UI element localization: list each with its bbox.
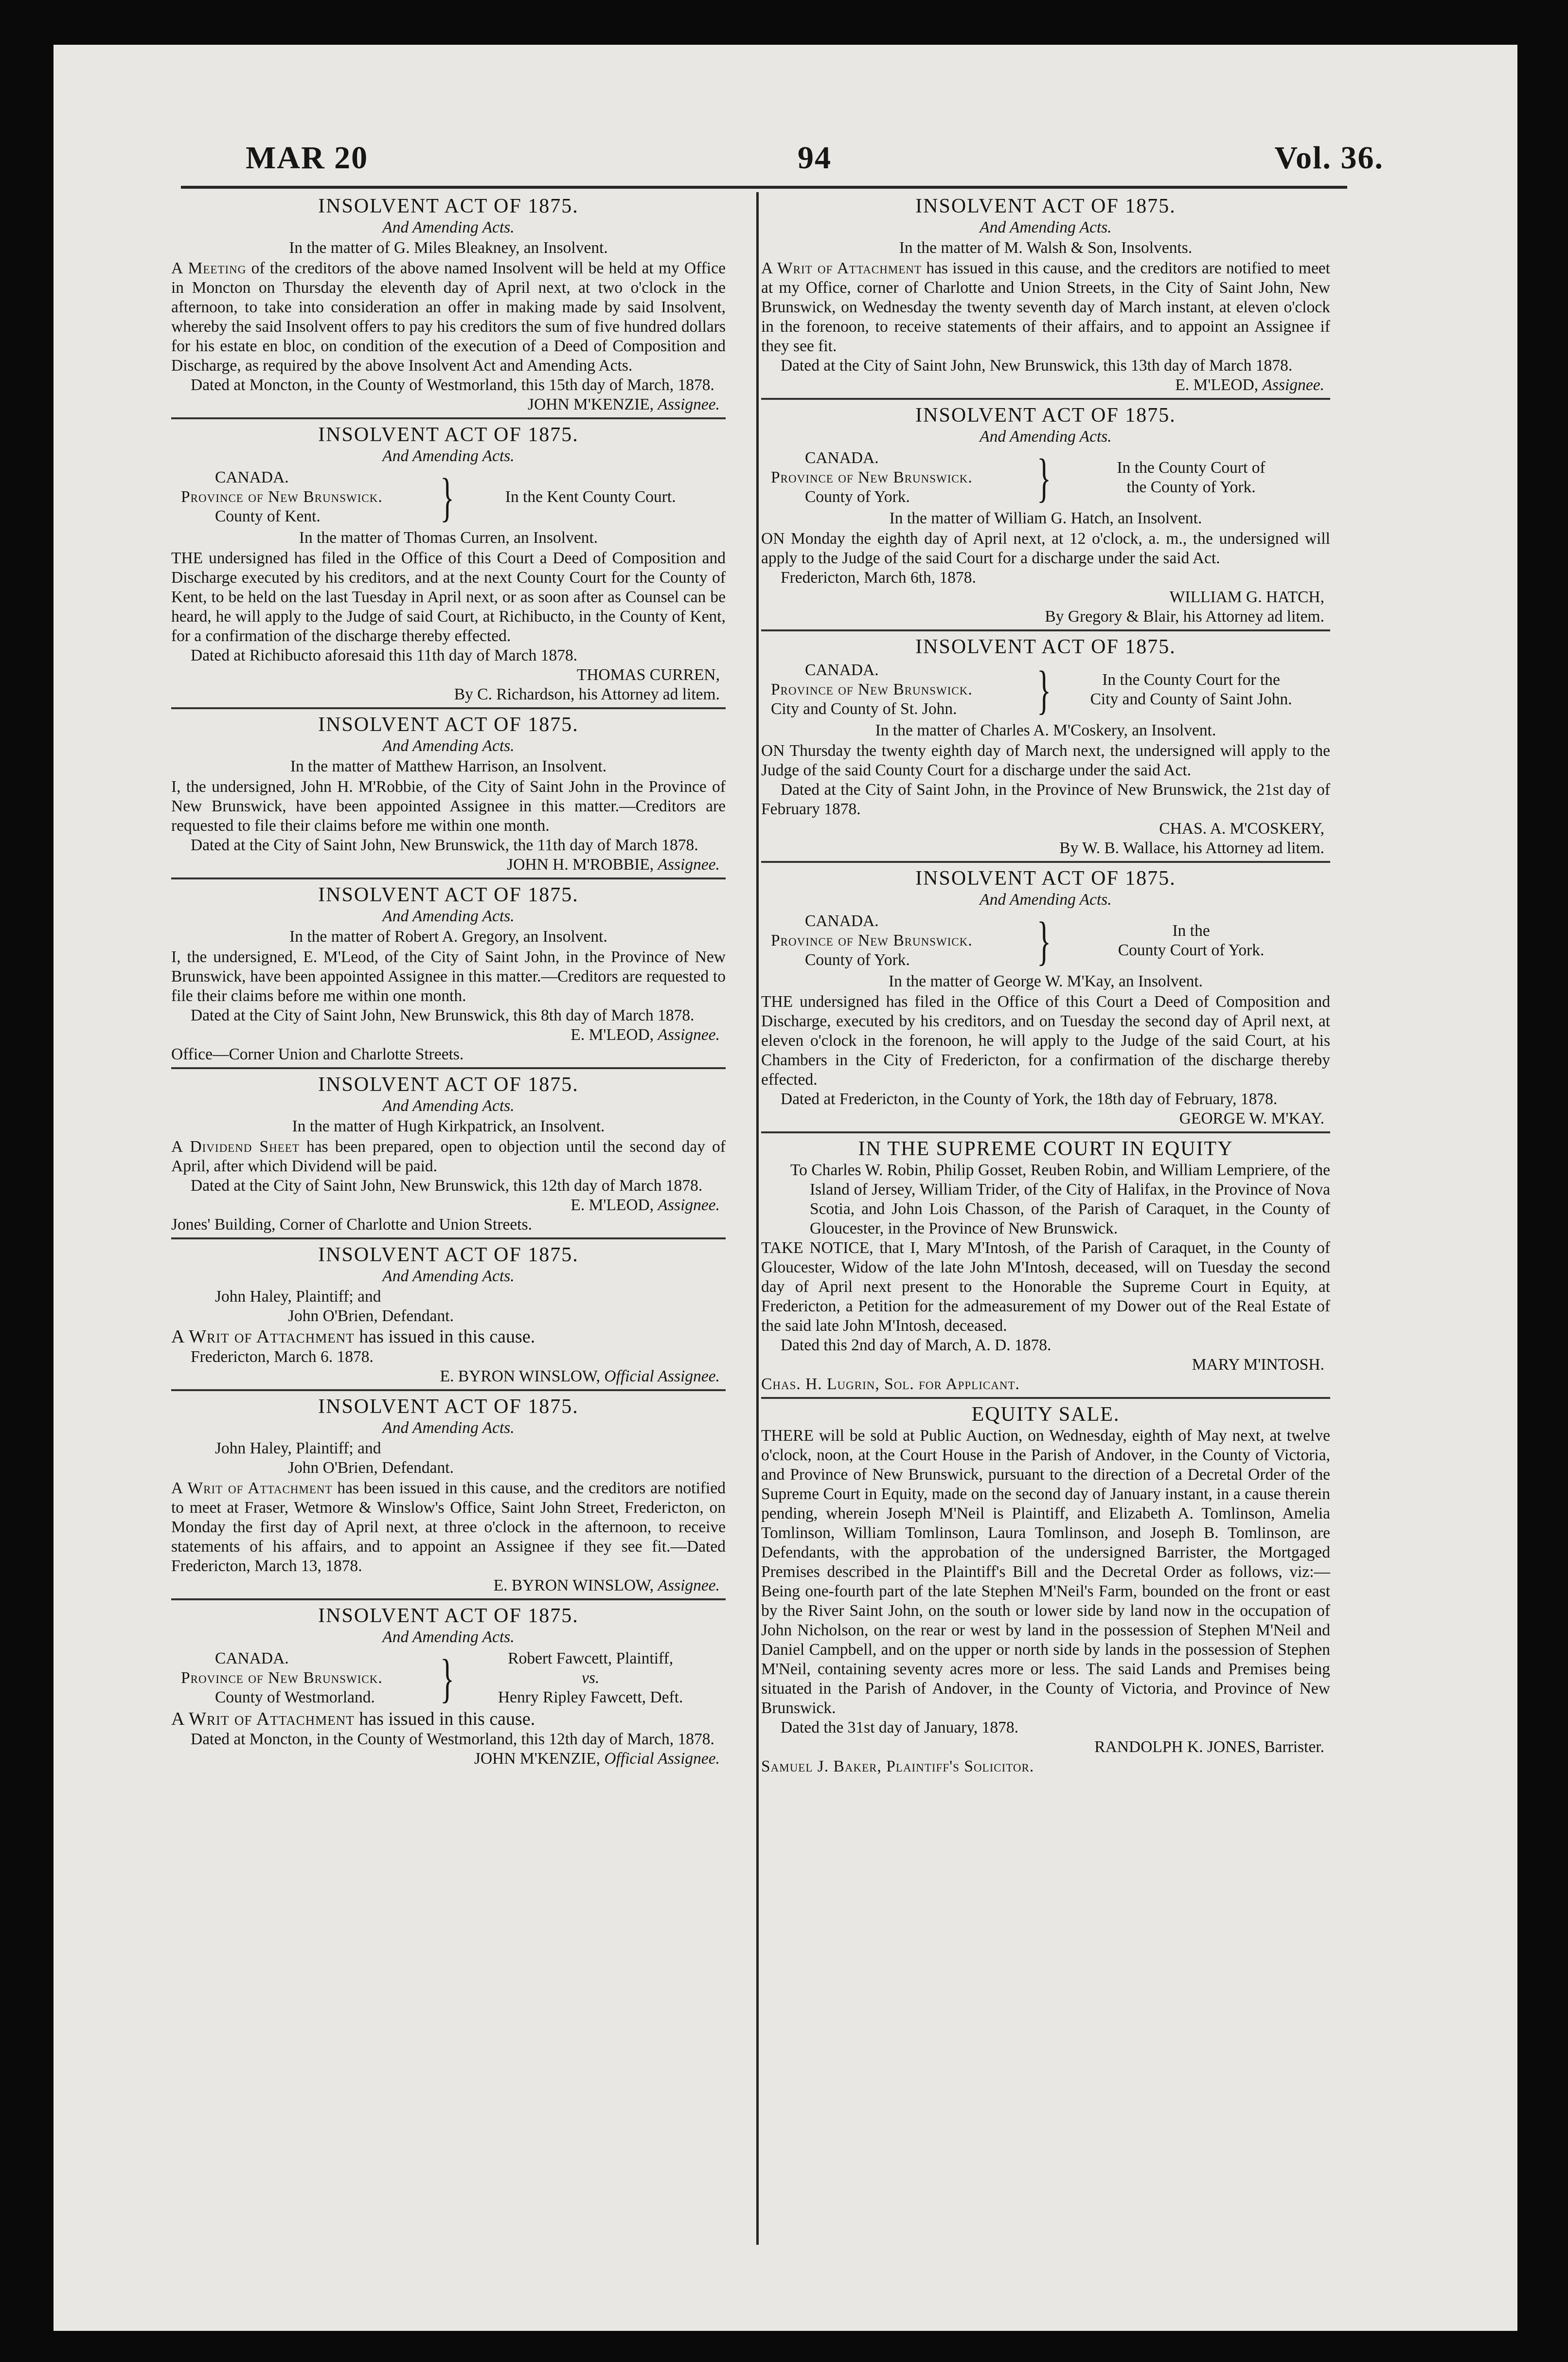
notice-title: INSOLVENT ACT OF 1875.	[318, 1074, 579, 1096]
volume-number: Vol. 36.	[1274, 140, 1384, 176]
notice-solicitor: Samuel J. Baker, Plaintiff's Solicitor.	[761, 1757, 1034, 1775]
sig-role: Assignee.	[658, 1196, 720, 1214]
caption-country: CANADA.	[805, 449, 879, 467]
notice-dated: Dated the 31st day of January, 1878.	[781, 1718, 1019, 1736]
notice-subtitle: And Amending Acts.	[382, 907, 515, 925]
notice-dated: Dated at Moncton, in the County of Westmorland, this 15th day of March, 1878.	[191, 376, 714, 394]
notice-matter: In the matter of Hugh Kirkpatrick, an Insolvent.	[292, 1117, 605, 1135]
insolvent-notice-walsh	[761, 195, 1330, 395]
caption-court-2: City and County of Saint John.	[1090, 690, 1292, 708]
defendant: John O'Brien, Defendant.	[288, 1459, 454, 1477]
notice-title: IN THE SUPREME COURT IN EQUITY	[858, 1138, 1233, 1160]
notice-subtitle: And Amending Acts.	[382, 1267, 515, 1285]
brace-glyph: }	[440, 467, 455, 527]
notice-signature	[171, 1749, 726, 1769]
notice-dated: Dated at Moncton, in the County of Westmorland, this 12th day of March, 1878.	[191, 1730, 714, 1748]
notice-subtitle: And Amending Acts.	[382, 447, 515, 465]
body-text: has been issued in this cause, and the creditors are notified to meet at Fraser, Wetmore & Winslow's Office, Saint John Street, Fredericton, on Monday the first day of April next, at three o'clock in the afternoon, to receive statements of his affairs, and to appoint an Assignee if they see fit.—Dated Fredericton, March 13, 1878.	[171, 1479, 726, 1575]
notice-body: TAKE NOTICE, that I, Mary M'Intosh, of the Parish of Caraquet, in the County of Gloucester, Widow of the late John M'Intosh, deceased, will on Tuesday the second day of April next present to the Honorable the Supreme Court in Equity, at Fredericton, a Petition for the admeasurement of my Dower out of the Real Estate of the said late John M'Intosh, deceased.	[761, 1239, 1330, 1335]
left-column	[171, 194, 726, 1769]
notice-subtitle: And Amending Acts.	[382, 218, 515, 236]
insolvent-notice-mckay	[761, 861, 1330, 1128]
caption-versus: vs.	[582, 1669, 600, 1687]
brace-glyph: }	[1037, 448, 1051, 507]
lead-in: A Dividend Sheet	[171, 1138, 300, 1156]
brace-glyph: }	[440, 1648, 455, 1708]
page-number: 94	[798, 140, 832, 176]
notice-subtitle: And Amending Acts.	[382, 1419, 515, 1437]
equity-court-notice	[761, 1131, 1330, 1394]
lead-in: A Writ of Attachment	[171, 1709, 355, 1729]
sig-name: E. M'LEOD,	[1175, 376, 1259, 394]
court-caption	[761, 912, 1330, 970]
sig-name: E. M'LEOD,	[570, 1026, 654, 1044]
caption-province: Province of New Brunswick.	[771, 468, 973, 486]
body-text: has issued in this cause.	[354, 1709, 535, 1729]
notice-title: INSOLVENT ACT OF 1875.	[915, 404, 1176, 427]
parties	[215, 1439, 726, 1478]
right-column	[761, 194, 1330, 1776]
defendant: John O'Brien, Defendant.	[288, 1307, 454, 1325]
notice-office: Office—Corner Union and Charlotte Streets.	[171, 1045, 464, 1063]
notice-matter: In the matter of Matthew Harrison, an Insolvent.	[290, 757, 607, 775]
notice-subtitle: And Amending Acts.	[382, 737, 515, 755]
caption-defendant: Henry Ripley Fawcett, Deft.	[498, 1688, 683, 1706]
notice-subtitle: And Amending Acts.	[980, 428, 1112, 446]
notice-signature	[171, 1196, 726, 1215]
notice-solicitor: Chas. H. Lugrin, Sol. for Applicant.	[761, 1375, 1020, 1393]
notice-signature: WILLIAM G. HATCH,	[1169, 588, 1324, 606]
notice-signature: THOMAS CURREN,	[576, 666, 720, 684]
notice-body	[171, 259, 726, 376]
notice-title: INSOLVENT ACT OF 1875.	[318, 1244, 579, 1266]
notice-signature	[171, 395, 726, 414]
notice-signature	[171, 1025, 726, 1045]
caption-country: CANADA.	[805, 912, 879, 930]
notice-body	[171, 1137, 726, 1176]
sig-name: JOHN M'KENZIE,	[474, 1750, 601, 1768]
sig-role: Assignee.	[1262, 376, 1324, 394]
notice-dated: Dated at the City of Saint John, New Brunswick, this 8th day of March 1878.	[191, 1006, 695, 1024]
court-caption	[761, 661, 1330, 719]
notice-body: THERE will be sold at Public Auction, on Wednesday, eighth of May next, at twelve o'clock, noon, at the Court House in the Parish of Andover, in the County of Victoria, and Province of New Brunswick, pursuant to the direction of a Decretal Order of the Supreme Court in Equity, made on the second day of January instant, in a cause therein pending, wherein Joseph M'Neil is Plaintiff, and Elizabeth A. Tomlinson, Amelia Tomlinson, William Tomlinson, Laura Tomlinson, and Joseph B. Tomlinson, are Defendants, with the approbation of the undersigned Barrister, the Mortgaged Premises described in the Plaintiff's Bill and the Decretal Order as follows, viz:—Being one-fourth part of the late Stephen M'Neil's Farm, bounded on the front or east by the River Saint John, on the south or lower side by land now in the occupation of John Nicholson, on the rear or west by land in the possession of Stephen M'Neil and Daniel Campbell, and on the upper or north side by lands in the possession of Stephen M'Neil, containing seventy acres more or less. The said Lands and Premises being situated in the Parish of Andover, in the County of Victoria, and Province of New Brunswick.	[761, 1427, 1330, 1717]
notice-signature: MARY M'INTOSH.	[1192, 1356, 1324, 1374]
notice-matter: In the matter of M. Walsh & Son, Insolvents.	[899, 239, 1193, 257]
sig-name: JOHN M'KENZIE,	[528, 395, 654, 413]
notice-attorney: By W. B. Wallace, his Attorney ad litem.	[1059, 839, 1324, 857]
notice-dated: Dated this 2nd day of March, A. D. 1878.	[781, 1336, 1051, 1354]
issue-date: MAR 20	[246, 140, 369, 176]
lead-in: A Writ of Attachment	[171, 1326, 355, 1347]
notice-title: INSOLVENT ACT OF 1875.	[318, 424, 579, 446]
notice-body: THE undersigned has filed in the Office of this Court a Deed of Composition and Discharge, executed by his creditors, and on Tuesday the second day of April next, at eleven o'clock in the forenoon, he will apply to the Judge of the said Court, at his Chambers in the City of Fredericton, for a confirmation of the discharge thereby effected.	[761, 993, 1330, 1089]
notice-signature	[171, 855, 726, 875]
notice-subtitle: And Amending Acts.	[382, 1097, 515, 1115]
notice-title: INSOLVENT ACT OF 1875.	[318, 1605, 579, 1627]
caption-court: In the Kent County Court.	[505, 488, 676, 506]
caption-country: CANADA.	[215, 1649, 289, 1667]
notice-dated: Dated at Fredericton, in the County of York, the 18th day of February, 1878.	[781, 1090, 1278, 1108]
insolvent-notice-mccoskery	[761, 629, 1330, 858]
caption-court-2: the County of York.	[1126, 478, 1256, 496]
notice-title: INSOLVENT ACT OF 1875.	[915, 636, 1176, 658]
notice-matter: In the matter of Charles A. M'Coskery, an Insolvent.	[875, 721, 1216, 739]
notice-matter: In the matter of G. Miles Bleakney, an Insolvent.	[289, 239, 608, 257]
insolvent-notice-kirkpatrick	[171, 1067, 726, 1235]
sig-role: Assignee.	[658, 1026, 720, 1044]
notice-matter: In the matter of Robert A. Gregory, an Insolvent.	[289, 928, 607, 946]
caption-county: County of Kent.	[215, 507, 321, 525]
notice-body: THE undersigned has filed in the Office of this Court a Deed of Composition and Discharge executed by his creditors, and at the next County Court for the County of Kent, to be held on the last Tuesday in April next, or as soon after as Counsel can be heard, he will apply to the Judge of said Court, at Richibucto, in the County of Kent, for a confirmation of the discharge thereby effected.	[171, 549, 726, 645]
sig-name: E. BYRON WINSLOW,	[440, 1367, 601, 1385]
caption-country: CANADA.	[215, 468, 289, 486]
notice-title: EQUITY SALE.	[971, 1403, 1120, 1426]
sig-name: JOHN H. M'ROBBIE,	[507, 856, 654, 874]
equity-sale-notice	[761, 1397, 1330, 1776]
notice-signature	[171, 1367, 726, 1386]
notice-dated: Dated at the City of Saint John, New Brunswick, this 13th day of March 1878.	[781, 357, 1293, 375]
sig-role: Official Assignee.	[604, 1750, 720, 1768]
parties	[215, 1287, 726, 1326]
notice-signature	[171, 1576, 726, 1595]
caption-country: CANADA.	[805, 661, 879, 679]
notice-matter: In the matter of William G. Hatch, an Insolvent.	[889, 509, 1202, 527]
insolvent-notice-curren	[171, 417, 726, 704]
caption-province: Province of New Brunswick.	[771, 680, 973, 698]
notice-dated: Dated at the City of Saint John, New Brunswick, the 11th day of March 1878.	[191, 836, 698, 854]
body-text: has been prepared, open to objection until the second day of April, after which Dividend will be paid.	[171, 1138, 726, 1175]
notice-signature: CHAS. A. M'COSKERY,	[1159, 820, 1324, 838]
insolvent-notice-haley-2	[171, 1389, 726, 1595]
insolvent-notice-hatch	[761, 398, 1330, 626]
page-header	[246, 140, 1384, 193]
notice-title: INSOLVENT ACT OF 1875.	[318, 884, 579, 906]
notice-attorney: By Gregory & Blair, his Attorney ad litem.	[1045, 608, 1324, 626]
caption-county: County of York.	[805, 488, 910, 506]
court-caption	[171, 1649, 726, 1707]
notice-title: INSOLVENT ACT OF 1875.	[318, 195, 579, 217]
notice-signature	[761, 376, 1330, 395]
notice-body	[171, 1479, 726, 1576]
notice-title: INSOLVENT ACT OF 1875.	[915, 867, 1176, 890]
plaintiff: John Haley, Plaintiff; and	[215, 1288, 381, 1306]
body-text: has issued in this cause.	[354, 1326, 535, 1347]
sig-name: E. BYRON WINSLOW,	[493, 1576, 654, 1594]
notice-body	[761, 259, 1330, 356]
plaintiff: John Haley, Plaintiff; and	[215, 1439, 381, 1457]
notice-body: I, the undersigned, E. M'Leod, of the City of Saint John, in the Province of New Brunswick, have been appointed Assignee in this matter.—Creditors are requested to file their claims before me within one month.	[171, 948, 726, 1005]
body-text: has issued in this cause, and the creditors are notified to meet at my Office, corner of Charlotte and Union Streets, in the City of Saint John, New Brunswick, on Wednesday the twenty seventh day of March instant, at eleven o'clock in the forenoon, to receive statements of their affairs, and to appoint an Assignee if they see fit.	[761, 259, 1330, 355]
notice-addressee: To Charles W. Robin, Philip Gosset, Reuben Robin, and William Lempriere, of the Island of Jersey, William Trider, of the City of Halifax, in the Province of Nova Scotia, and John Lois Chasson, of the Parish of Caraquet, in the County of Gloucester, in the Province of New Brunswick.	[790, 1161, 1330, 1237]
notice-office: Jones' Building, Corner of Charlotte and Union Streets.	[171, 1216, 533, 1234]
notice-dated: Dated at the City of Saint John, in the Province of New Brunswick, the 21st day of February 1878.	[761, 781, 1330, 818]
body-text: of the creditors of the above named Insolvent will be held at my Office in Moncton on Thursday the eleventh day of April next, at two o'clock in the afternoon, to take into consideration an offer in making made by said Insolvent, whereby the said Insolvent offers to pay his creditors the sum of five hundred dollars for his estate en bloc, on condition of the execution of a Deed of Composition and Discharge, as required by the above Insolvent Act and Amending Acts.	[171, 259, 726, 375]
notice-subtitle: And Amending Acts.	[980, 891, 1112, 909]
sig-name: E. M'LEOD,	[570, 1196, 654, 1214]
notice-body	[171, 1327, 726, 1346]
notice-signature: RANDOLPH K. JONES, Barrister.	[1094, 1738, 1324, 1756]
court-caption	[171, 468, 726, 526]
notice-dated: Fredericton, March 6th, 1878.	[781, 569, 976, 587]
notice-matter: In the matter of Thomas Curren, an Insolvent.	[299, 529, 598, 547]
court-caption	[761, 448, 1330, 507]
lead-in: A Writ of Attachment	[761, 259, 922, 277]
caption-county: County of York.	[805, 951, 910, 969]
notice-title: INSOLVENT ACT OF 1875.	[318, 1396, 579, 1418]
caption-court: In the	[1172, 922, 1210, 940]
insolvent-notice-bleakney	[171, 195, 726, 414]
notice-subtitle: And Amending Acts.	[382, 1628, 515, 1646]
caption-province: Province of New Brunswick.	[181, 488, 383, 506]
notice-title: INSOLVENT ACT OF 1875.	[915, 195, 1176, 217]
insolvent-notice-fawcett	[171, 1598, 726, 1769]
notice-signature: GEORGE W. M'KAY.	[1179, 1109, 1324, 1127]
brace-glyph: }	[1037, 660, 1051, 719]
notice-body	[171, 1709, 726, 1729]
notice-title: INSOLVENT ACT OF 1875.	[318, 714, 579, 736]
notice-body: ON Thursday the twenty eighth day of March next, the undersigned will apply to the Judge of the said County Court for a discharge under the said Act.	[761, 742, 1330, 779]
notice-dated: Dated at Richibucto aforesaid this 11th day of March 1878.	[191, 646, 578, 664]
lead-in: A Meeting	[171, 259, 247, 277]
notice-body: I, the undersigned, John H. M'Robbie, of the City of Saint John in the Province of New Brunswick, have been appointed Assignee in this matter.—Creditors are requested to file their claims before me within one month.	[171, 778, 726, 835]
notice-body: ON Monday the eighth day of April next, at 12 o'clock, a. m., the undersigned will apply to the Judge of the said Court for a discharge under the said Act.	[761, 530, 1330, 567]
sig-role: Assignee.	[658, 1576, 720, 1594]
brace-glyph: }	[1037, 911, 1051, 970]
insolvent-notice-haley-1	[171, 1237, 726, 1386]
sig-role: Assignee.	[658, 395, 720, 413]
notice-subtitle: And Amending Acts.	[980, 218, 1112, 236]
caption-province: Province of New Brunswick.	[181, 1669, 383, 1687]
lead-in: A Writ of Attachment	[171, 1479, 333, 1497]
header-rule	[181, 186, 1347, 189]
notice-dated: Dated at the City of Saint John, New Brunswick, this 12th day of March 1878.	[191, 1177, 703, 1195]
column-divider	[756, 192, 759, 2245]
caption-province: Province of New Brunswick.	[771, 931, 973, 949]
sig-role: Official Assignee.	[604, 1367, 720, 1385]
notice-attorney: By C. Richardson, his Attorney ad litem.	[454, 685, 720, 703]
insolvent-notice-gregory	[171, 877, 726, 1064]
sig-role: Assignee.	[658, 856, 720, 874]
notice-matter: In the matter of George W. M'Kay, an Insolvent.	[888, 972, 1203, 990]
caption-county: City and County of St. John.	[771, 700, 957, 718]
caption-court-2: County Court of York.	[1118, 941, 1265, 959]
caption-court: In the County Court for the	[1102, 671, 1280, 689]
notice-dated: Fredericton, March 6. 1878.	[191, 1348, 374, 1366]
caption-county: County of Westmorland.	[215, 1688, 375, 1706]
caption-court: In the County Court of	[1117, 459, 1265, 477]
insolvent-notice-harrison	[171, 707, 726, 875]
caption-plaintiff: Robert Fawcett, Plaintiff,	[508, 1649, 674, 1667]
